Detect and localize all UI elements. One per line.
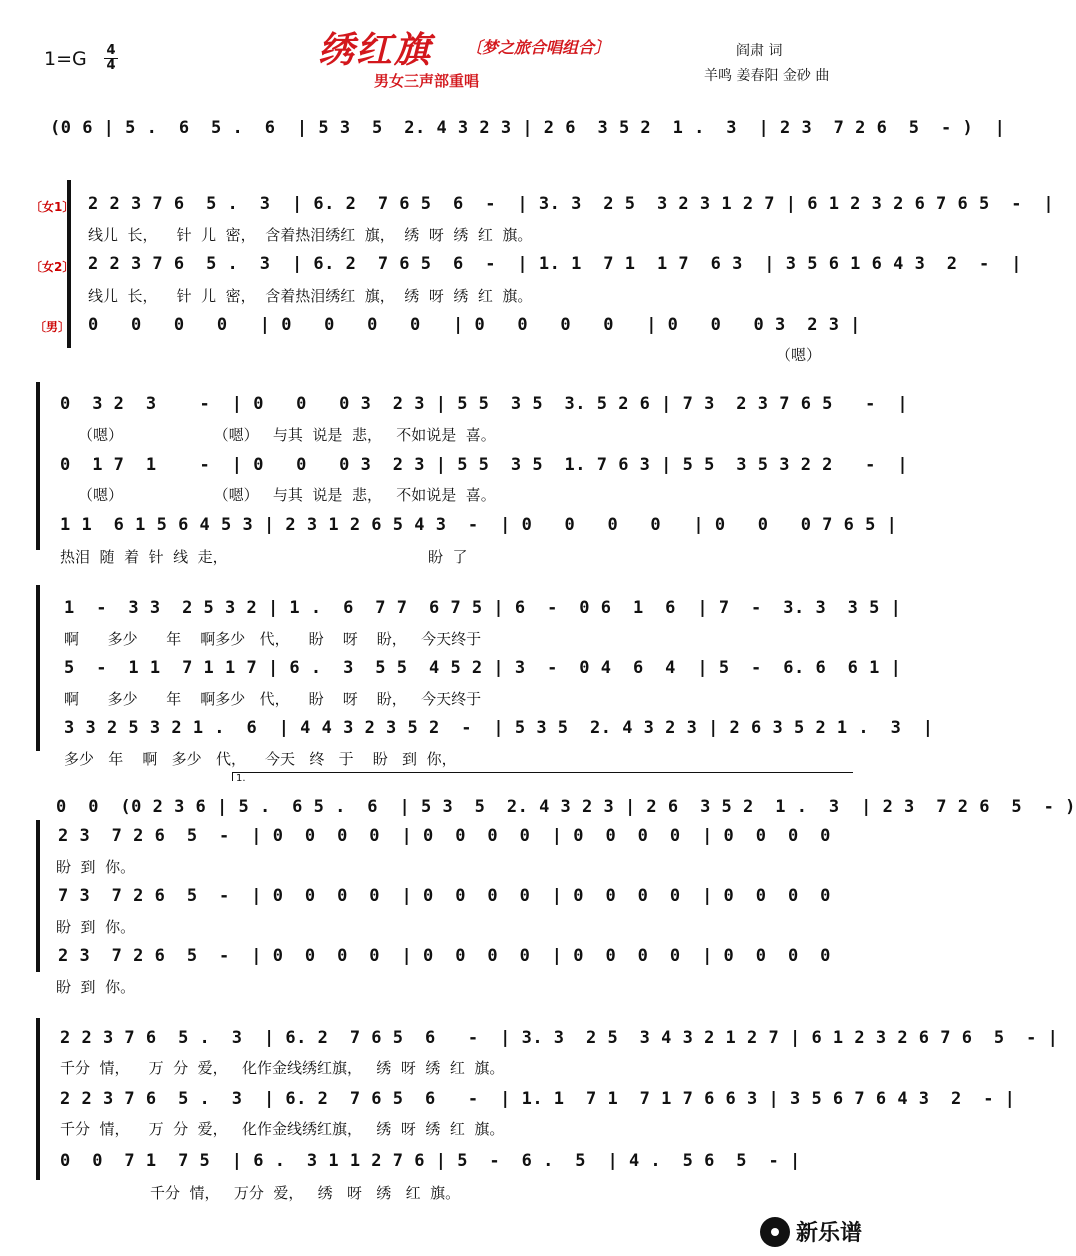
lyric-line: （嗯） （嗯） 与其 说是 悲， 不如说是 喜。 bbox=[78, 426, 496, 444]
part-label-men: 〔男〕 bbox=[34, 320, 71, 334]
lyric-line: （嗯） （嗯） 与其 说是 悲， 不如说是 喜。 bbox=[78, 486, 496, 504]
time-signature-top: 4 bbox=[106, 43, 116, 58]
staff-notes: 1 - 3 3 2 5 3 2 | 1 . 6 7 7 6 7 5 | 6 - 0 6 1 6 | 7 - 3. 3 3 5 | bbox=[64, 598, 902, 618]
time-signature-bottom: 4 bbox=[104, 58, 118, 73]
lyric-line: 盼 到 你。 bbox=[56, 918, 136, 936]
staff-notes: 2 2 3 7 6 5 . 3 | 6. 2 7 6 5 6 - | 3. 3 2 5 3 2 3 1 2 7 | 6 1 2 3 2 6 7 6 5 - | bbox=[88, 194, 1055, 214]
key-signature: 1=G bbox=[44, 48, 87, 70]
song-title: 绣红旗 bbox=[318, 29, 433, 71]
staff-notes: 0 0 0 0 | 0 0 0 0 | 0 0 0 0 | 0 0 0 3 2 3 | bbox=[88, 315, 861, 335]
lyric-line: （嗯） bbox=[776, 346, 822, 364]
composer-credit: 羊鸣 姜春阳 金砂 曲 bbox=[704, 68, 830, 84]
lyric-line: 啊 多少 年 啊多少 代， 盼 呀 盼， 今天终于 bbox=[64, 630, 482, 648]
lyricist-credit: 阎肃 词 bbox=[736, 43, 783, 59]
system-bracket bbox=[36, 585, 40, 751]
staff-notes: 2 2 3 7 6 5 . 3 | 6. 2 7 6 5 6 - | 1. 1 7 1 1 7 6 3 | 3 5 6 1 6 4 3 2 - | bbox=[88, 254, 1022, 274]
staff-notes: 2 3 7 2 6 5 - | 0 0 0 0 | 0 0 0 0 | 0 0 0 0 | 0 0 0 0 bbox=[58, 946, 831, 966]
staff-notes: 3 3 2 5 3 2 1 . 6 | 4 4 3 2 3 5 2 - | 5 3 5 2. 4 3 2 3 | 2 6 3 5 2 1 . 3 | bbox=[64, 718, 934, 738]
staff-notes: 0 0 (0 2 3 6 | 5 . 6 5 . 6 | 5 3 5 2. 4 3 2 3 | 2 6 3 5 2 1 . 3 | 2 3 7 2 6 5 - ) bbox=[56, 797, 1076, 817]
first-ending-label: 1. bbox=[236, 773, 246, 784]
time-signature bbox=[104, 44, 118, 73]
system-bracket bbox=[36, 1018, 40, 1180]
staff-notes: 7 3 7 2 6 5 - | 0 0 0 0 | 0 0 0 0 | 0 0 0 0 | 0 0 0 0 bbox=[58, 886, 831, 906]
site-logo-text: 新乐谱 bbox=[796, 1221, 863, 1246]
part-label-women-1: 〔女1〕 bbox=[30, 200, 75, 214]
staff-notes: 0 0 7 1 7 5 | 6 . 3 1 1 2 7 6 | 5 - 6 . 5 | 4 . 5 6 5 - | bbox=[60, 1151, 801, 1171]
intro-notes: (0 6 | 5 . 6 5 . 6 | 5 3 5 2. 4 3 2 3 | 2 6 3 5 2 1 . 3 | 2 3 7 2 6 5 - ) | bbox=[50, 118, 1006, 138]
lyric-line: 线儿 长， 针 儿 密， 含着热泪绣红 旗， 绣 呀 绣 红 旗。 bbox=[88, 226, 533, 244]
lyric-line: 啊 多少 年 啊多少 代， 盼 呀 盼， 今天终于 bbox=[64, 690, 482, 708]
lyric-line: 多少 年 啊 多少 代， 今天 终 于 盼 到 你， bbox=[64, 750, 457, 768]
lyric-line: 线儿 长， 针 儿 密， 含着热泪绣红 旗， 绣 呀 绣 红 旗。 bbox=[88, 287, 533, 305]
site-logo bbox=[760, 1216, 862, 1247]
song-subtitle: 〔梦之旅合唱组合〕 bbox=[466, 38, 611, 57]
staff-notes: 2 2 3 7 6 5 . 3 | 6. 2 7 6 5 6 - | 1. 1 7 1 7 1 7 6 6 3 | 3 5 6 7 6 4 3 2 - | bbox=[60, 1089, 1016, 1109]
first-ending-bracket bbox=[232, 772, 853, 781]
staff-notes: 1 1 6 1 5 6 4 5 3 | 2 3 1 2 6 5 4 3 - | 0 0 0 0 | 0 0 0 7 6 5 | bbox=[60, 515, 898, 535]
staff-notes: 2 2 3 7 6 5 . 3 | 6. 2 7 6 5 6 - | 3. 3 2 5 3 4 3 2 1 2 7 | 6 1 2 3 2 6 7 6 5 - | bbox=[60, 1028, 1059, 1048]
staff-notes: 0 3 2 3 - | 0 0 0 3 2 3 | 5 5 3 5 3. 5 2 6 | 7 3 2 3 7 6 5 - | bbox=[60, 394, 909, 414]
lyric-line: 热泪 随 着 针 线 走， 盼 了 bbox=[60, 548, 468, 566]
lyric-line: 千分 情， 万 分 爱， 化作金线绣红旗， 绣 呀 绣 红 旗。 bbox=[60, 1120, 505, 1138]
staff-notes: 5 - 1 1 7 1 1 7 | 6 . 3 5 5 4 5 2 | 3 - 0 4 6 4 | 5 - 6. 6 6 1 | bbox=[64, 658, 902, 678]
system-bracket bbox=[36, 382, 40, 550]
lyric-line: 千分 情， 万分 爱， 绣 呀 绣 红 旗。 bbox=[150, 1184, 461, 1202]
arrangement-note: 男女三声部重唱 bbox=[374, 72, 480, 90]
record-icon bbox=[760, 1217, 790, 1247]
staff-notes: 0 1 7 1 - | 0 0 0 3 2 3 | 5 5 3 5 1. 7 6 3 | 5 5 3 5 3 2 2 - | bbox=[60, 455, 909, 475]
lyric-line: 盼 到 你。 bbox=[56, 858, 136, 876]
lyric-line: 盼 到 你。 bbox=[56, 978, 136, 996]
system-bracket bbox=[36, 820, 40, 972]
lyric-line: 千分 情， 万 分 爱， 化作金线绣红旗， 绣 呀 绣 红 旗。 bbox=[60, 1059, 505, 1077]
part-label-women-2: 〔女2〕 bbox=[30, 260, 75, 274]
staff-notes: 2 3 7 2 6 5 - | 0 0 0 0 | 0 0 0 0 | 0 0 0 0 | 0 0 0 0 bbox=[58, 826, 831, 846]
